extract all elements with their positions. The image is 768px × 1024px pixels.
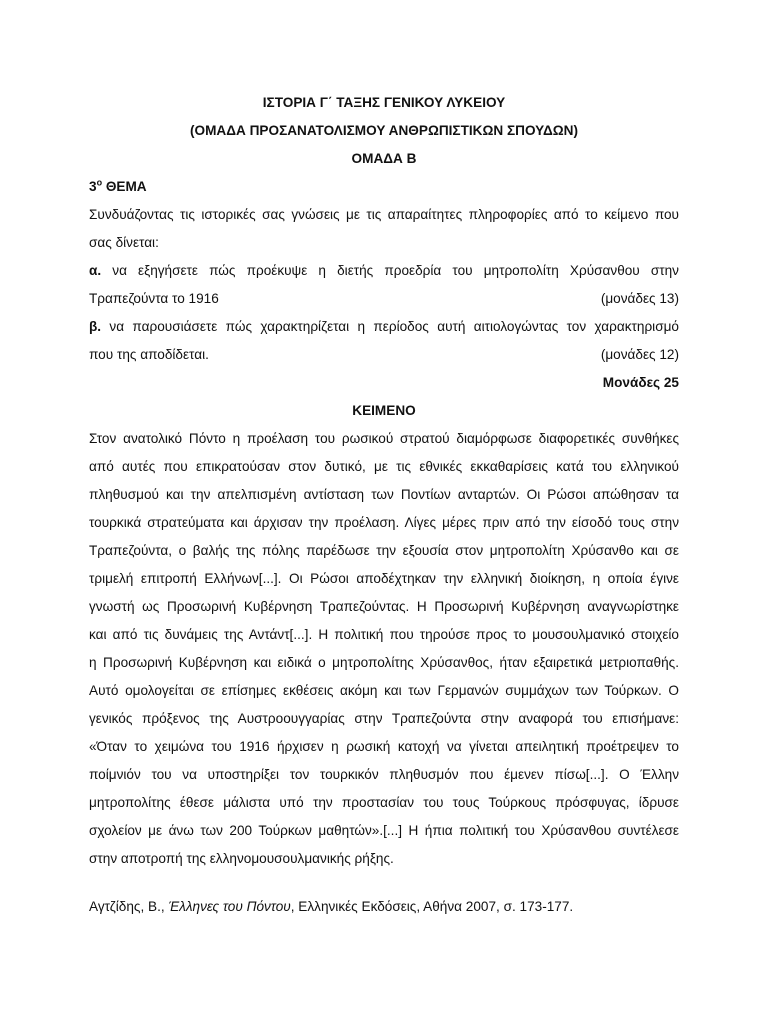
source-text-line: σχολείον με άνω των 200 Τούρκων μαθητών».[...] Η ήπια πολιτική του Χρύσανθου συντέλεσε (89, 823, 679, 838)
question-b-marker: β. (89, 319, 102, 334)
citation (89, 897, 679, 917)
question-a-line-2 (89, 289, 679, 309)
source-text-line: Αυτό ομολογείται σε επίσημες εκθέσεις ακόμη και των Γερμανών συμμάχων των Τούρκων. Ο (89, 683, 679, 698)
source-text-last-line: στην αποτροπή της ελληνομουσουλμανικής ρήξης. (89, 851, 394, 866)
source-text-line: Στον ανατολικό Πόντο η προέλαση του ρωσικού στρατού διαμόρφωσε διαφορετικές συνθήκες (89, 431, 679, 446)
source-text-line: από αυτές που επικρατούσαν στον δυτικό, με τις εθνικές εκκαθαρίσεις κατά του ελληνικού (89, 459, 679, 474)
question-a-text: να εξηγήσετε πώς προέκυψε η διετής προεδρία του μητροπολίτη Χρύσανθου στην (112, 263, 679, 278)
question-a-text-end: Τραπεζούντα το 1916 (89, 291, 219, 306)
question-b-points: (μονάδες 12) (600, 347, 679, 362)
question-a-points: (μονάδες 13) (600, 291, 679, 306)
question-b-text-end: που της αποδίδεται. (89, 347, 209, 362)
exam-subtitle: (ΟΜΑΔΑ ΠΡΟΣΑΝΑΤΟΛΙΣΜΟΥ ΑΝΘΡΩΠΙΣΤΙΚΩΝ ΣΠΟΥΔΩΝ) (190, 123, 578, 138)
page-content (89, 93, 679, 917)
question-b-text: να παρουσιάσετε πώς χαρακτηρίζεται η περίοδος αυτή αιτιολογώντας τον χαρακτηρισμό (109, 319, 679, 334)
source-text-line: και από τις δυνάμεις της Αντάντ[...]. Η πολιτική που τηρούσε προς το μουσουλμανικό στοιχείο (89, 627, 679, 642)
source-text-line: γνωστή ως Προσωρινή Κυβέρνηση Τραπεζούντας. Η Προσωρινή Κυβέρνηση αναγνωρίστηκε (89, 599, 679, 614)
question-b-line-1 (89, 317, 679, 337)
citation-book-title: Έλληνες του Πόντου (168, 899, 291, 914)
source-text-line: ποίμνιόν του να υποστηρίξει τον τουρκικόν πληθυσμόν που έμενεν πίσω[...]. Ο Έλλην (89, 767, 679, 782)
theme-number-superscript: ο (96, 177, 103, 188)
source-text-line: η Προσωρινή Κυβέρνηση και ειδικά ο μητροπολίτης Χρύσανθος, ήταν εξαιρετικά μετριοπαθής. (89, 655, 679, 670)
group-label: ΟΜΑΔΑ Β (351, 151, 417, 166)
source-text-line: μητροπολίτης έθεσε μάλιστα υπό την προστασίαν του τους Τούρκους πρόσφυγας, ίδρυσε (89, 795, 679, 810)
question-a-marker: α. (89, 263, 102, 278)
total-points: Μονάδες 25 (602, 375, 679, 390)
theme-heading (89, 177, 679, 197)
source-text-line: γενικός πρόξενος της Αυστροουγγαρίας στην Τραπεζούντα στην αναφορά του επισήμανε: (89, 711, 679, 726)
source-text (89, 429, 679, 869)
text-heading: ΚΕΙΜΕΝΟ (352, 403, 416, 418)
citation-author: Αγτζίδης, Β., (89, 899, 169, 914)
instructions-line-1: Συνδυάζοντας τις ιστορικές σας γνώσεις με τις απαραίτητες πληροφορίες από το κείμενο που (89, 207, 679, 222)
exam-title: ΙΣΤΟΡΙΑ Γ΄ ΤΑΞΗΣ ΓΕΝΙΚΟΥ ΛΥΚΕΙΟΥ (262, 95, 506, 110)
question-a-line-1 (89, 261, 679, 281)
citation-publisher: , Ελληνικές Εκδόσεις, Αθήνα 2007, σ. 173-177. (290, 899, 574, 914)
source-text-line: τουρκικά στρατεύματα και άρχισαν την προέλαση. Λίγες μέρες πριν από την είσοδό τους στην (89, 515, 679, 530)
theme-label: ΘΕΜΑ (105, 179, 147, 194)
source-text-line: «Όταν το χειμώνα του 1916 ήρχισεν η ρωσική κατοχή να γίνεται απειλητική προέτρεψεν το (89, 739, 679, 754)
question-b-line-2 (89, 345, 679, 365)
source-text-line: τριμελή επιτροπή Ελλήνων[...]. Οι Ρώσοι αποδέχτηκαν την ελληνική διοίκηση, η οποία έγινε (89, 571, 679, 586)
theme-number: 3 (89, 179, 97, 194)
source-text-line: πληθυσμού και την απελπισμένη αντίσταση των Ποντίων ανταρτών. Οι Ρώσοι απώθησαν τα (89, 487, 679, 502)
instructions-line-2: σας δίνεται: (89, 235, 159, 250)
source-text-line: Τραπεζούντα, ο βαλής της πόλης παρέδωσε την εξουσία στον μητροπολίτη Χρύσανθο και σε (89, 543, 679, 558)
